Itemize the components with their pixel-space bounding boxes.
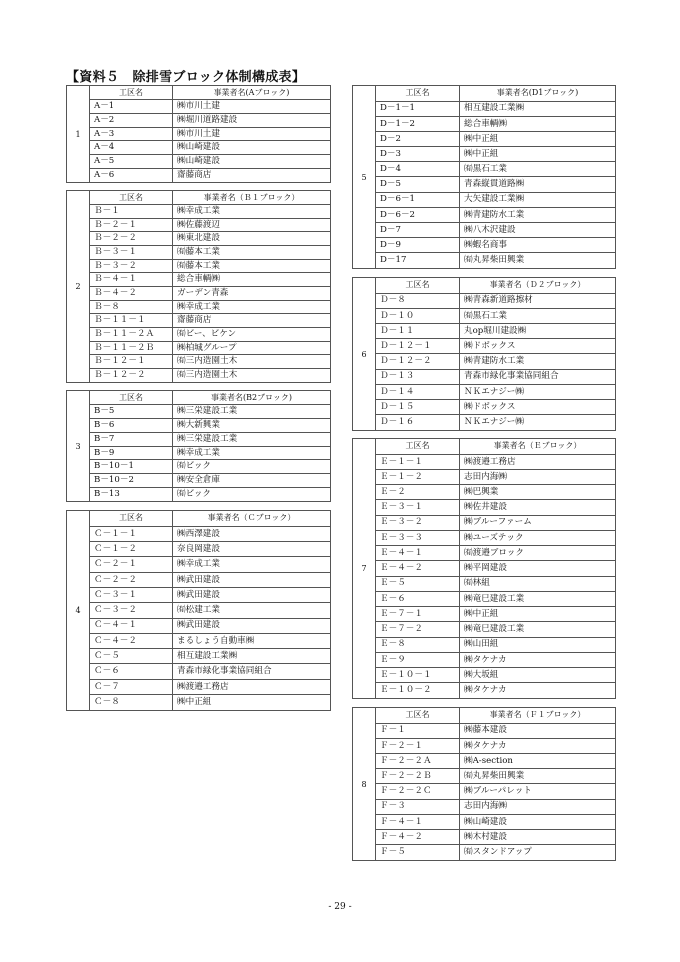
table-row (90, 273, 330, 287)
contractor-name-cell: ㈱渡邉工務店 (173, 679, 331, 694)
contractor-name-cell: 相互建設工業㈱ (173, 649, 331, 664)
contractor-name-cell: ㈱西澤建設 (173, 526, 331, 541)
contractor-table (90, 191, 330, 382)
contractor-name-cell: ㈱八木沢建設 (460, 222, 616, 237)
block-number: 4 (67, 511, 90, 710)
contractor-name-cell: ㈱ブルーパレット (460, 784, 616, 799)
section-name-cell: Ｂ－１２－１ (90, 355, 173, 369)
table-row (376, 754, 615, 769)
table-row (376, 784, 615, 799)
table-row (376, 384, 615, 399)
contractor-name-cell: ㈱幸成工業 (173, 300, 331, 314)
table-row (90, 633, 330, 648)
header-contractor-name: 事業者名（Ｃブロック） (173, 511, 331, 526)
contractor-name-cell: ㈱武田建設 (173, 572, 331, 587)
section-name-cell: Ｂ－３－１ (90, 246, 173, 260)
table-row (376, 561, 615, 576)
contractor-name-cell: ㈱蝦名商事 (460, 238, 616, 253)
section-name-cell: D－7 (376, 222, 460, 237)
table-row (90, 355, 330, 369)
table-row (90, 232, 330, 246)
table-row (376, 308, 615, 323)
table-row (376, 177, 615, 192)
section-name-cell: D－4 (376, 162, 460, 177)
contractor-name-cell: ガーデン青森 (173, 286, 331, 300)
section-name-cell: B－7 (90, 432, 173, 446)
block-number: 3 (67, 391, 90, 501)
section-name-cell: B－9 (90, 446, 173, 460)
section-name-cell: Ｃ－４－１ (90, 618, 173, 633)
table-row (376, 546, 615, 561)
contractor-name-cell: ㈱山崎建設 (173, 141, 331, 155)
section-name-cell: Ｃ－３－１ (90, 587, 173, 602)
table-row (376, 253, 615, 268)
header-section-name: 工区名 (90, 191, 173, 205)
contractor-name-cell: ㈱大新興業 (173, 419, 331, 433)
section-name-cell: Ｅ－１－２ (376, 469, 460, 484)
contractor-name-cell: ㈱安全倉庫 (173, 474, 331, 488)
table-row (376, 454, 615, 469)
contractor-name-cell: ㈱市川土建 (173, 100, 331, 114)
contractor-name-cell: ㈱堀川道路建設 (173, 113, 331, 127)
contractor-name-cell: ㈱武田建設 (173, 587, 331, 602)
table-row (90, 246, 330, 260)
section-name-cell: Ｆ－２－２Ｃ (376, 784, 460, 799)
table-header-row (90, 391, 330, 405)
table-row (376, 238, 615, 253)
section-name-cell: B－6 (90, 419, 173, 433)
block-table-7 (352, 438, 616, 699)
table-row (376, 222, 615, 237)
section-name-cell: Ｆ－２－２Ｂ (376, 769, 460, 784)
contractor-name-cell: ㈱中正組 (460, 607, 616, 622)
contractor-name-cell: ㈱木村建設 (460, 830, 616, 845)
table-row (90, 300, 330, 314)
contractor-name-cell: 総合車輌㈱ (460, 116, 616, 131)
header-contractor-name: 事業者名(D1ブロック) (460, 86, 616, 101)
table-row (90, 664, 330, 679)
section-name-cell: B－5 (90, 405, 173, 419)
section-name-cell: Ｄ－１２－１ (376, 339, 460, 354)
contractor-name-cell: ㈱幸成工業 (173, 446, 331, 460)
contractor-name-cell: ㈲渡邉ブロック (460, 546, 616, 561)
table-row (90, 474, 330, 488)
section-name-cell: Ｂ－４－１ (90, 273, 173, 287)
section-name-cell: Ｂ－２－２ (90, 232, 173, 246)
section-name-cell: Ｅ－３－３ (376, 530, 460, 545)
header-contractor-name: 事業者名（Ｅブロック） (460, 439, 616, 454)
section-name-cell: Ｅ－１０－１ (376, 668, 460, 683)
contractor-name-cell: ㈲スタンドアップ (460, 845, 616, 860)
contractor-name-cell: まるしょう自動車㈱ (173, 633, 331, 648)
contractor-table (376, 278, 615, 430)
table-row (376, 652, 615, 667)
table-row (376, 738, 615, 753)
block-number: 7 (353, 439, 376, 698)
section-name-cell: Ｅ－５ (376, 576, 460, 591)
table-row (90, 695, 330, 710)
section-name-cell: Ｄ－１３ (376, 369, 460, 384)
table-row (376, 324, 615, 339)
table-row (376, 354, 615, 369)
section-name-cell: Ｄ－１５ (376, 400, 460, 415)
table-row (90, 100, 330, 114)
contractor-name-cell: ㈲ビック (173, 460, 331, 474)
section-name-cell: Ｆ－２－１ (376, 738, 460, 753)
table-row (376, 814, 615, 829)
table-row (376, 469, 615, 484)
contractor-name-cell: ㈲丸昇柴田興業 (460, 769, 616, 784)
section-name-cell: Ｆ－５ (376, 845, 460, 860)
contractor-name-cell: ㈲林組 (460, 576, 616, 591)
block-table-6 (352, 277, 616, 431)
table-row (90, 286, 330, 300)
table-row (90, 259, 330, 273)
section-name-cell: Ｅ－６ (376, 591, 460, 606)
table-row (376, 607, 615, 622)
section-name-cell: Ｅ－３－２ (376, 515, 460, 530)
section-name-cell: Ｃ－６ (90, 664, 173, 679)
contractor-name-cell: ㈱青森新道路擦材 (460, 293, 616, 308)
contractor-name-cell: 志田内海㈱ (460, 469, 616, 484)
section-name-cell: A－6 (90, 168, 173, 182)
table-row (376, 101, 615, 116)
section-name-cell: Ｅ－７－１ (376, 607, 460, 622)
contractor-name-cell: ㈱三栄建設工業 (173, 432, 331, 446)
section-name-cell: Ｆ－４－２ (376, 830, 460, 845)
header-contractor-name: 事業者名(Aブロック) (173, 86, 331, 100)
section-name-cell: Ｃ－７ (90, 679, 173, 694)
block-table-4 (66, 510, 331, 711)
contractor-name-cell: 青森市緑化事業協同組合 (173, 664, 331, 679)
contractor-name-cell: ㈱佐井建設 (460, 500, 616, 515)
table-row (90, 368, 330, 382)
contractor-table (90, 86, 330, 182)
section-name-cell: Ｅ－１－１ (376, 454, 460, 469)
contractor-name-cell: ㈱タケナカ (460, 738, 616, 753)
header-section-name: 工区名 (90, 511, 173, 526)
section-name-cell: D－1－2 (376, 116, 460, 131)
table-header-row (90, 86, 330, 100)
table-row (376, 415, 615, 430)
contractor-name-cell: ㈱タケナカ (460, 652, 616, 667)
table-header-row (90, 191, 330, 205)
contractor-name-cell: ㈱藤本建設 (460, 723, 616, 738)
header-section-name: 工区名 (376, 86, 460, 101)
table-row (90, 205, 330, 219)
header-section-name: 工区名 (376, 708, 460, 723)
block-table-5 (352, 85, 616, 269)
table-row (90, 572, 330, 587)
table-row (376, 637, 615, 652)
contractor-table (376, 86, 615, 268)
table-row (376, 293, 615, 308)
table-row (376, 845, 615, 860)
header-section-name: 工区名 (376, 278, 460, 293)
section-name-cell: D－6－2 (376, 207, 460, 222)
section-name-cell: A－5 (90, 155, 173, 169)
section-name-cell: Ｅ－４－２ (376, 561, 460, 576)
table-row (90, 168, 330, 182)
contractor-name-cell: ＮＫエナジー㈱ (460, 384, 616, 399)
page-number: - 29 - (328, 902, 352, 912)
section-name-cell: A－4 (90, 141, 173, 155)
section-name-cell: Ｅ－９ (376, 652, 460, 667)
contractor-name-cell: 相互建設工業㈱ (460, 101, 616, 116)
table-row (376, 207, 615, 222)
contractor-name-cell: ㈱青建防水工業 (460, 207, 616, 222)
contractor-name-cell: ㈲三内造園土木 (173, 368, 331, 382)
header-contractor-name: 事業者名（Ｄ２ブロック） (460, 278, 616, 293)
contractor-name-cell: 青森市緑化事業協同組合 (460, 369, 616, 384)
section-name-cell: Ｆ－２－２Ａ (376, 754, 460, 769)
contractor-name-cell: 青森縦貫道路㈱ (460, 177, 616, 192)
table-row (376, 769, 615, 784)
section-name-cell: Ｅ－３－１ (376, 500, 460, 515)
section-name-cell: B－10－1 (90, 460, 173, 474)
table-row (376, 530, 615, 545)
section-name-cell: Ｂ－１１－２Ａ (90, 327, 173, 341)
table-row (376, 485, 615, 500)
table-row (90, 432, 330, 446)
contractor-name-cell: ㈱市川土建 (173, 127, 331, 141)
section-name-cell: Ｅ－７－２ (376, 622, 460, 637)
table-row (90, 618, 330, 633)
table-row (90, 460, 330, 474)
section-name-cell: Ｃ－２－２ (90, 572, 173, 587)
table-row (376, 131, 615, 146)
contractor-name-cell: ㈱竜巳建設工業 (460, 591, 616, 606)
contractor-name-cell: ㈱佐藤渡辺 (173, 218, 331, 232)
table-row (90, 526, 330, 541)
table-row (90, 649, 330, 664)
table-row (90, 679, 330, 694)
section-name-cell: Ｂ－４－２ (90, 286, 173, 300)
header-section-name: 工区名 (376, 439, 460, 454)
contractor-name-cell: ＮＫエナジー㈱ (460, 415, 616, 430)
header-section-name: 工区名 (90, 86, 173, 100)
section-name-cell: D－2 (376, 131, 460, 146)
block-table-3 (66, 390, 331, 502)
table-row (376, 591, 615, 606)
contractor-name-cell: ㈱竜巳建設工業 (460, 622, 616, 637)
table-row (376, 683, 615, 698)
contractor-name-cell: 丸op堀川建設㈱ (460, 324, 616, 339)
section-name-cell: Ｅ－１０－２ (376, 683, 460, 698)
table-row (376, 162, 615, 177)
contractor-name-cell: ㈱ブルーファーム (460, 515, 616, 530)
block-number: 6 (353, 278, 376, 430)
contractor-name-cell: ㈱東北建設 (173, 232, 331, 246)
contractor-name-cell: 総合車輌㈱ (173, 273, 331, 287)
contractor-table (376, 708, 615, 860)
section-name-cell: B－13 (90, 487, 173, 501)
table-row (90, 446, 330, 460)
table-row (376, 515, 615, 530)
section-name-cell: B－10－2 (90, 474, 173, 488)
table-row (90, 542, 330, 557)
contractor-name-cell: ㈱タケナカ (460, 683, 616, 698)
block-number: 8 (353, 708, 376, 860)
table-row (376, 369, 615, 384)
contractor-name-cell: ㈱ユーズテック (460, 530, 616, 545)
section-name-cell: D－17 (376, 253, 460, 268)
table-row (376, 116, 615, 131)
contractor-name-cell: ㈲黒石工業 (460, 308, 616, 323)
section-name-cell: Ｃ－３－２ (90, 603, 173, 618)
section-name-cell: D－6－1 (376, 192, 460, 207)
section-name-cell: A－2 (90, 113, 173, 127)
block-table-8 (352, 707, 616, 861)
section-name-cell: Ｆ－１ (376, 723, 460, 738)
contractor-name-cell: ㈱柏城グループ (173, 341, 331, 355)
contractor-name-cell: ㈲三内造園土木 (173, 355, 331, 369)
section-name-cell: Ｆ－４－１ (376, 814, 460, 829)
contractor-name-cell: ㈱大坂組 (460, 668, 616, 683)
section-name-cell: Ｂ－１ (90, 205, 173, 219)
section-name-cell: Ｄ－１２－２ (376, 354, 460, 369)
table-row (376, 576, 615, 591)
block-number: 1 (67, 86, 90, 182)
table-row (376, 192, 615, 207)
contractor-name-cell: ㈱中正組 (173, 695, 331, 710)
table-row (90, 487, 330, 501)
contractor-name-cell: ㈱武田建設 (173, 618, 331, 633)
table-row (376, 400, 615, 415)
table-row (90, 341, 330, 355)
contractor-name-cell: ㈱ドボックス (460, 400, 616, 415)
table-row (90, 419, 330, 433)
contractor-name-cell: ㈱中正組 (460, 147, 616, 162)
section-name-cell: Ｄ－１０ (376, 308, 460, 323)
section-name-cell: Ｂ－１２－２ (90, 368, 173, 382)
table-row (90, 113, 330, 127)
section-name-cell: Ｅ－２ (376, 485, 460, 500)
table-row (376, 668, 615, 683)
section-name-cell: A－3 (90, 127, 173, 141)
contractor-name-cell: ㈱幸成工業 (173, 205, 331, 219)
contractor-name-cell: 志田内海㈱ (460, 799, 616, 814)
block-number: 5 (353, 86, 376, 268)
section-name-cell: D－9 (376, 238, 460, 253)
contractor-name-cell: 齋藤商店 (173, 168, 331, 182)
table-row (90, 127, 330, 141)
contractor-name-cell: ㈱巴興業 (460, 485, 616, 500)
block-table-1 (66, 85, 331, 183)
table-row (376, 147, 615, 162)
table-header-row (376, 439, 615, 454)
contractor-name-cell: ㈲丸昇柴田興業 (460, 253, 616, 268)
section-name-cell: D－3 (376, 147, 460, 162)
table-row (90, 587, 330, 602)
section-name-cell: Ｄ－１６ (376, 415, 460, 430)
contractor-table (376, 439, 615, 698)
section-name-cell: Ｃ－５ (90, 649, 173, 664)
section-name-cell: Ｂ－１１－２Ｂ (90, 341, 173, 355)
section-name-cell: Ｄ－１４ (376, 384, 460, 399)
section-name-cell: Ｂ－２－１ (90, 218, 173, 232)
table-row (376, 622, 615, 637)
section-name-cell: Ｃ－８ (90, 695, 173, 710)
table-row (90, 405, 330, 419)
section-name-cell: Ｃ－２－１ (90, 557, 173, 572)
table-row (90, 314, 330, 328)
table-header-row (90, 511, 330, 526)
contractor-name-cell: ㈲ビー、ビケン (173, 327, 331, 341)
contractor-name-cell: ㈱ドボックス (460, 339, 616, 354)
section-name-cell: Ｃ－４－２ (90, 633, 173, 648)
contractor-name-cell: ㈲藤本工業 (173, 246, 331, 260)
table-row (90, 603, 330, 618)
contractor-name-cell: ㈱三栄建設工業 (173, 405, 331, 419)
contractor-name-cell: ㈲藤本工業 (173, 259, 331, 273)
contractor-name-cell: ㈱山田組 (460, 637, 616, 652)
section-name-cell: D－1－1 (376, 101, 460, 116)
header-contractor-name: 事業者名（Ｆ１ブロック） (460, 708, 616, 723)
section-name-cell: Ｄ－８ (376, 293, 460, 308)
table-row (90, 155, 330, 169)
table-header-row (376, 708, 615, 723)
contractor-name-cell: ㈱中正組 (460, 131, 616, 146)
table-row (376, 723, 615, 738)
section-name-cell: Ｅ－８ (376, 637, 460, 652)
block-number: 2 (67, 191, 90, 382)
contractor-name-cell: ㈱青建防水工業 (460, 354, 616, 369)
contractor-name-cell: ㈲ビック (173, 487, 331, 501)
contractor-name-cell: 大矢建設工業㈱ (460, 192, 616, 207)
section-name-cell: D－5 (376, 177, 460, 192)
section-name-cell: Ｂ－１１－１ (90, 314, 173, 328)
contractor-name-cell: ㈱A-section (460, 754, 616, 769)
section-name-cell: Ｅ－４－１ (376, 546, 460, 561)
contractor-name-cell: ㈲松建工業 (173, 603, 331, 618)
section-name-cell: Ｃ－１－１ (90, 526, 173, 541)
header-contractor-name: 事業者名(B2ブロック) (173, 391, 331, 405)
table-row (90, 557, 330, 572)
header-section-name: 工区名 (90, 391, 173, 405)
section-name-cell: Ｆ－３ (376, 799, 460, 814)
table-row (376, 339, 615, 354)
header-contractor-name: 事業者名（Ｂ１ブロック） (173, 191, 331, 205)
section-name-cell: Ｃ－１－２ (90, 542, 173, 557)
table-row (90, 141, 330, 155)
table-row (376, 500, 615, 515)
table-header-row (376, 86, 615, 101)
section-name-cell: Ｂ－３－２ (90, 259, 173, 273)
contractor-name-cell: ㈱平岡建設 (460, 561, 616, 576)
contractor-name-cell: ㈱山崎建設 (460, 814, 616, 829)
contractor-table (90, 511, 330, 710)
contractor-name-cell: 齋藤商店 (173, 314, 331, 328)
table-row (90, 218, 330, 232)
section-name-cell: Ｄ－１１ (376, 324, 460, 339)
table-header-row (376, 278, 615, 293)
contractor-name-cell: ㈱山崎建設 (173, 155, 331, 169)
block-table-2 (66, 190, 331, 383)
contractor-name-cell: ㈲黒石工業 (460, 162, 616, 177)
table-row (90, 327, 330, 341)
contractor-name-cell: ㈱渡邉工務店 (460, 454, 616, 469)
table-row (376, 799, 615, 814)
section-name-cell: Ｂ－８ (90, 300, 173, 314)
contractor-name-cell: 奈良岡建設 (173, 542, 331, 557)
section-name-cell: A－1 (90, 100, 173, 114)
contractor-table (90, 391, 330, 501)
page-title: 【資料５ 除排雪ブロック体制構成表】 (66, 70, 306, 85)
contractor-name-cell: ㈱幸成工業 (173, 557, 331, 572)
table-row (376, 830, 615, 845)
